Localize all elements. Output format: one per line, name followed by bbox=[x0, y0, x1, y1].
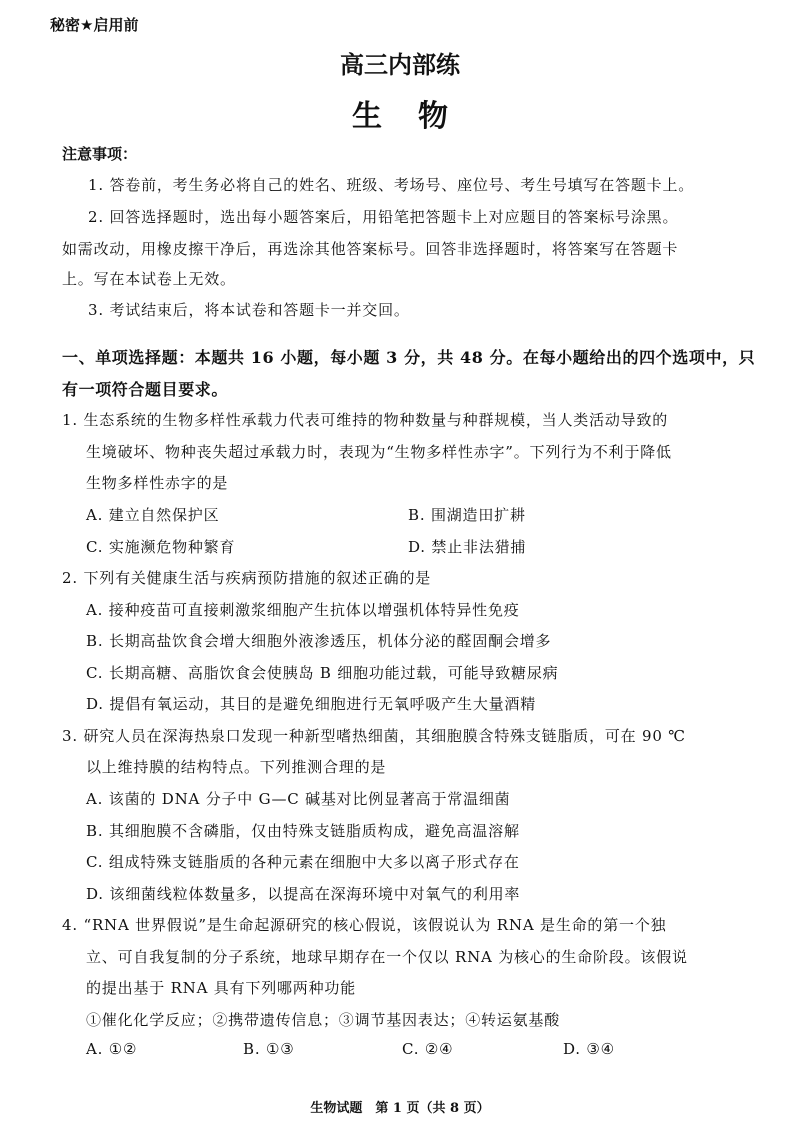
question-4-stem: 立、可自我复制的分子系统，地球早期存在一个仅以 RNA 为核心的生命阶段。该假说 bbox=[86, 948, 688, 966]
subject-title: 生物 bbox=[352, 99, 484, 134]
question-2-option-b: B. 长期高盐饮食会增大细胞外液渗透压，机体分泌的醛固酮会增多 bbox=[86, 632, 552, 650]
question-1-stem: 生境破坏、物种丧失超过承载力时，表现为“生物多样性赤字”。下列行为不利于降低 bbox=[86, 443, 672, 461]
confidential-label: 秘密★启用前 bbox=[50, 16, 139, 34]
section-heading: 一、单项选择题：本题共 16 小题，每小题 3 分，共 48 分。在每小题给出的四个选项中，只 bbox=[62, 348, 756, 367]
question-1-option-d: D. 禁止非法猎捕 bbox=[408, 538, 527, 556]
question-4-option-d: D. ③④ bbox=[563, 1040, 615, 1058]
question-4-option-a: A. ①② bbox=[86, 1040, 138, 1058]
notice-heading: 注意事项： bbox=[62, 145, 138, 163]
notice-line: 上。写在本试卷上无效。 bbox=[62, 270, 236, 288]
page-footer: 生物试题 第 1 页（共 8 页） bbox=[310, 1101, 490, 1116]
question-1-option-b: B. 围湖造田扩耕 bbox=[408, 506, 526, 524]
question-4-items: ①催化化学反应；②携带遗传信息；③调节基因表达；④转运氨基酸 bbox=[86, 1011, 561, 1029]
notice-line: 如需改动，用橡皮擦干净后，再选涂其他答案标号。回答非选择题时，将答案写在答题卡 bbox=[62, 240, 679, 258]
question-3-stem: 3. 研究人员在深海热泉口发现一种新型嗜热细菌，其细胞膜含特殊支链脂质，可在 90 ℃ bbox=[62, 727, 686, 745]
question-1-stem: 生物多样性赤字的是 bbox=[86, 474, 229, 492]
notice-line: 2. 回答选择题时，选出每小题答案后，用铅笔把答题卡上对应题目的答案标号涂黑。 bbox=[88, 208, 679, 226]
question-2-option-c: C. 长期高糖、高脂饮食会使胰岛 B 细胞功能过载，可能导致糖尿病 bbox=[86, 664, 559, 682]
page-title: 高三内部练 bbox=[340, 50, 460, 79]
question-4-option-c: C. ②④ bbox=[402, 1040, 454, 1058]
notice-line: 3. 考试结束后，将本试卷和答题卡一并交回。 bbox=[88, 301, 410, 319]
question-3-option-d: D. 该细菌线粒体数量多，以提高在深海环境中对氧气的利用率 bbox=[86, 885, 521, 903]
question-2-option-a: A. 接种疫苗可直接刺激浆细胞产生抗体以增强机体特异性免疫 bbox=[86, 601, 520, 619]
question-3-option-c: C. 组成特殊支链脂质的各种元素在细胞中大多以离子形式存在 bbox=[86, 853, 520, 871]
question-4-option-b: B. ①③ bbox=[243, 1040, 295, 1058]
question-3-option-a: A. 该菌的 DNA 分子中 G—C 碱基对比例显著高于常温细菌 bbox=[86, 790, 511, 808]
question-1-option-c: C. 实施濒危物种繁育 bbox=[86, 538, 236, 556]
question-3-stem: 以上维持膜的结构特点。下列推测合理的是 bbox=[86, 758, 387, 776]
question-4-stem: 的提出基于 RNA 具有下列哪两种功能 bbox=[86, 979, 356, 997]
question-2-stem: 2. 下列有关健康生活与疾病预防措施的叙述正确的是 bbox=[62, 569, 432, 587]
question-4-stem: 4. “RNA 世界假说”是生命起源研究的核心假说，该假说认为 RNA 是生命的第一个独 bbox=[62, 916, 667, 934]
question-1-stem: 1. 生态系统的生物多样性承载力代表可维持的物种数量与种群规模，当人类活动导致的 bbox=[62, 411, 669, 429]
question-2-option-d: D. 提倡有氧运动，其目的是避免细胞进行无氧呼吸产生大量酒精 bbox=[86, 695, 537, 713]
question-1-option-a: A. 建立自然保护区 bbox=[86, 506, 220, 524]
question-3-option-b: B. 其细胞膜不含磷脂，仅由特殊支链脂质构成，避免高温溶解 bbox=[86, 822, 520, 840]
notice-line: 1. 答卷前，考生务必将自己的姓名、班级、考场号、座位号、考生号填写在答题卡上。 bbox=[88, 176, 695, 194]
section-heading: 有一项符合题目要求。 bbox=[62, 380, 229, 399]
